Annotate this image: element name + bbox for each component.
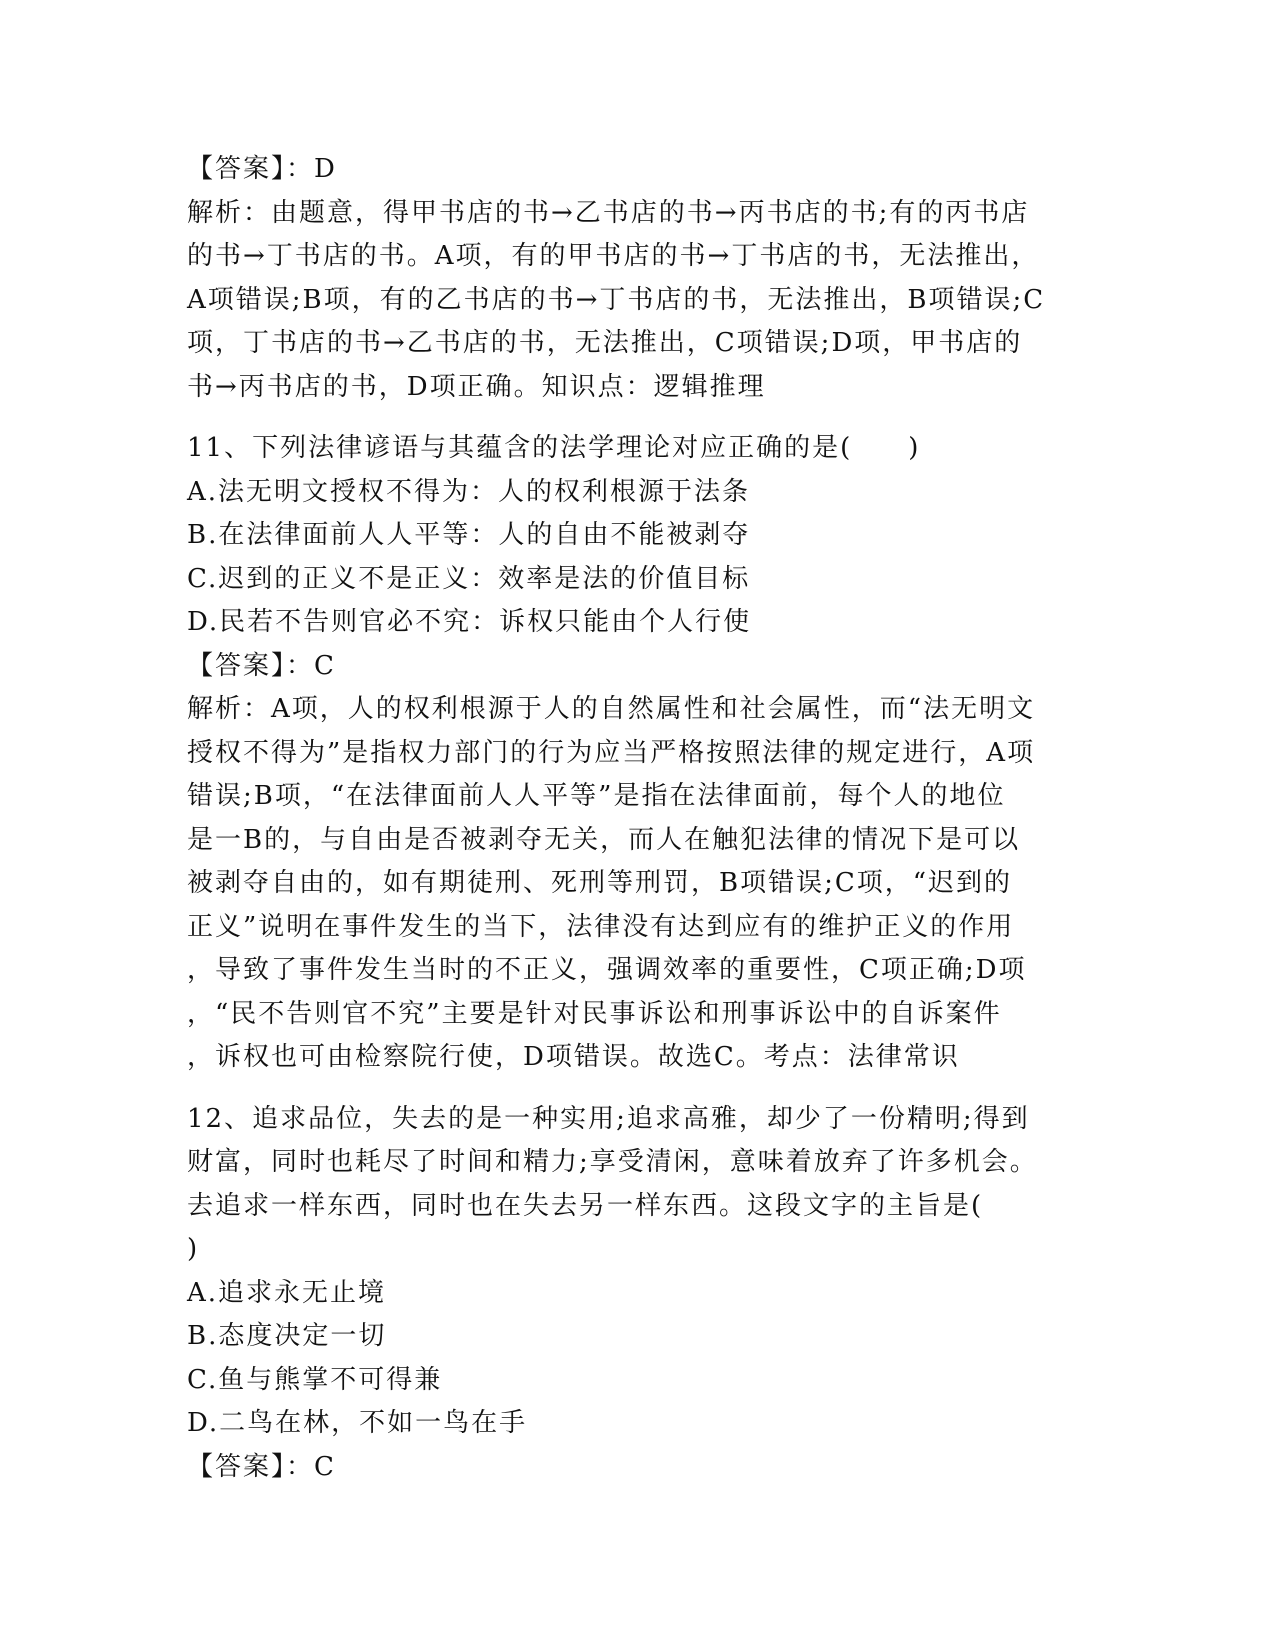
q12-stem-line: 去追求一样东西，同时也在失去另一样东西。这段文字的主旨是( [187, 1190, 984, 1221]
q10-analysis-line: 的书→丁书店的书。A项，有的甲书店的书→丁书店的书，无法推出， [187, 241, 1040, 271]
q10-analysis-line: 解析：由题意，得甲书店的书→乙书店的书→丙书店的书;有的丙书店 [187, 197, 1030, 228]
q11-analysis-line: 是一B的，与自由是否被剥夺无关，而人在触犯法律的情况下是可以 [187, 824, 1021, 855]
q11-analysis-line: 正义”说明在事件发生的当下，法律没有达到应有的维护正义的作用 [187, 911, 1015, 942]
q11-analysis-line: 授权不得为”是指权力部门的行为应当严格按照法律的规定进行，A项 [187, 737, 1036, 768]
section-gap [187, 1080, 1087, 1098]
q11-option-c: C.迟到的正义不是正义：效率是法的价值目标 [187, 563, 751, 594]
q11-option-a: A.法无明文授权不得为：人的权利根源于法条 [187, 476, 751, 507]
q12-option-b: B.态度决定一切 [187, 1321, 387, 1351]
q11-analysis-line: 错误;B项，“在法律面前人人平等”是指在法律面前，每个人的地位 [187, 781, 1006, 811]
section-gap [187, 409, 1087, 427]
q11-analysis-line: ，诉权也可由检察院行使，D项错误。故选C。考点：法律常识 [187, 1042, 960, 1072]
q11-analysis-line: 被剥夺自由的，如有期徒刑、死刑等刑罚，B项错误;C项，“迟到的 [187, 868, 1013, 898]
q11-answer: 【答案】：C [187, 650, 336, 681]
q10-analysis-line: A项错误;B项，有的乙书店的书→丁书店的书，无法推出，B项错误;C [187, 284, 1046, 315]
page-content [187, 148, 1087, 1489]
q12-answer: 【答案】：C [187, 1451, 336, 1482]
q10-answer: 【答案】：D [187, 154, 337, 184]
q12-stem-line: ) [187, 1234, 200, 1264]
q10-analysis-line: 项，丁书店的书→乙书店的书，无法推出，C项错误;D项，甲书店的 [187, 328, 1023, 358]
q11-option-d: D.民若不告则官必不究：诉权只能由个人行使 [187, 607, 752, 637]
q11-stem: 11、下列法律谚语与其蕴含的法学理论对应正确的是( ) [187, 433, 921, 463]
q12-option-d: D.二鸟在林，不如一鸟在手 [187, 1408, 528, 1438]
q11-analysis-line: ，导致了事件发生当时的不正义，强调效率的重要性，C项正确;D项 [187, 955, 1027, 985]
q10-analysis-line: 书→丙书店的书，D项正确。知识点：逻辑推理 [187, 371, 766, 402]
q11-analysis-line: ，“民不告则官不究”主要是针对民事诉讼和刑事诉讼中的自诉案件 [187, 998, 1002, 1029]
q11-analysis-line: 解析：A项，人的权利根源于人的自然属性和社会属性，而“法无明文 [187, 694, 1036, 724]
q12-stem-line: 12、追求品位，失去的是一种实用;追求高雅，却少了一份精明;得到 [187, 1103, 1030, 1134]
q12-stem-line: 财富，同时也耗尽了时间和精力;享受清闲，意味着放弃了许多机会。 [187, 1147, 1038, 1177]
q12-option-a: A.追求永无止境 [187, 1277, 387, 1308]
q12-option-c: C.鱼与熊掌不可得兼 [187, 1364, 443, 1395]
q11-option-b: B.在法律面前人人平等：人的自由不能被剥夺 [187, 520, 751, 550]
